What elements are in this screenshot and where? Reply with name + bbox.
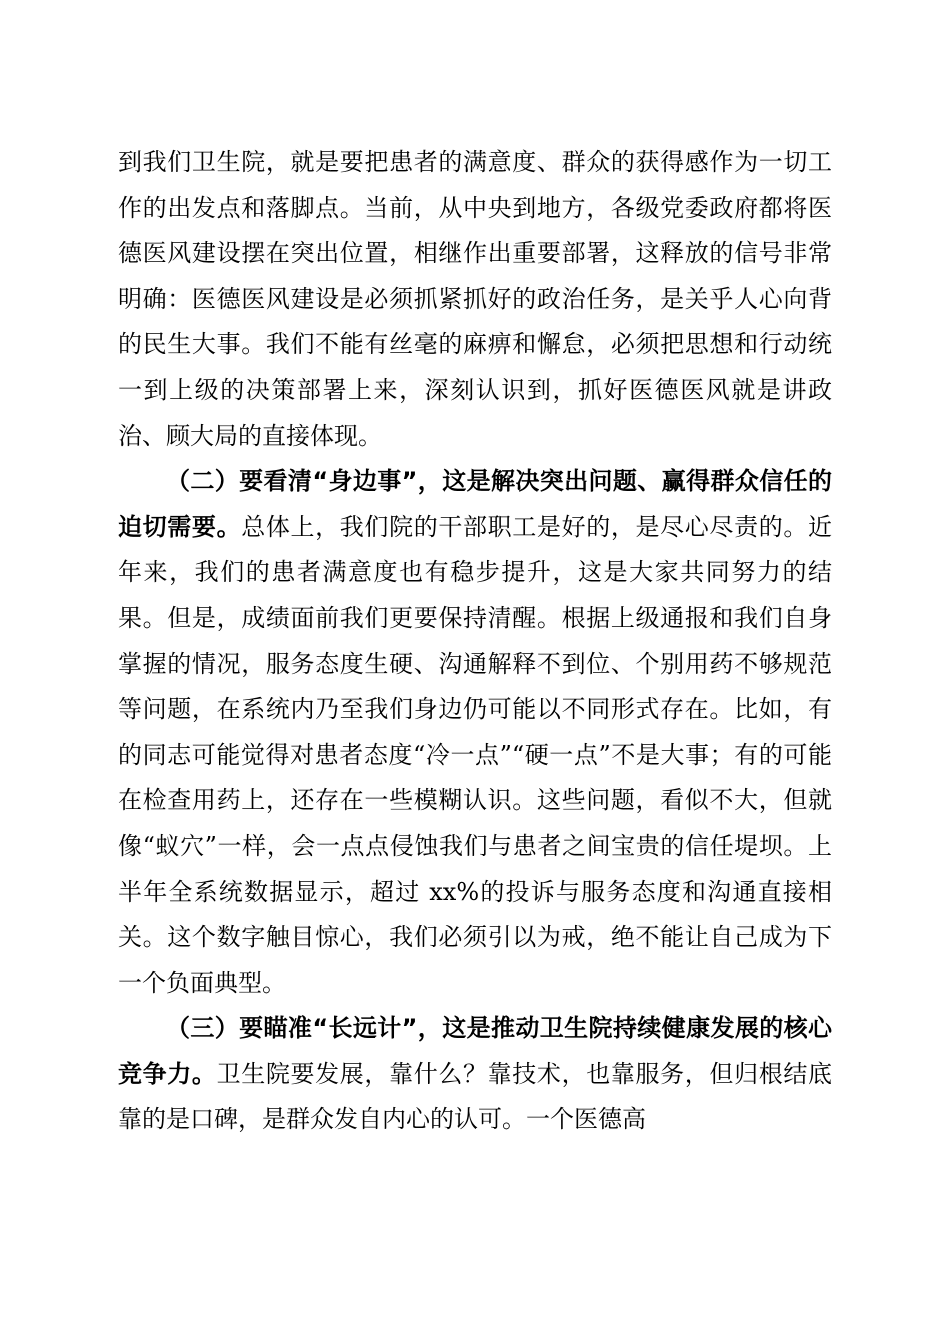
paragraph-2-text: 总体上，我们院的干部职工是好的，是尽心尽责的。近年来，我们的患者满意度也有稳步提升，这是大家共同努力的结果。但是，成绩面前我们更要保持清醒。根据上级通报和我们自身掌握的情况，服务态度生硬、沟通解释不到位、个别用药不够规范等问题，在系统内乃至我们身边仍可能以不同形式存在。比如，有的同志可能觉得对患者态度“冷一点”“硬一点”不是大事；有的可能在检查用药上，还存在一些模糊认识。这些问题，看似不大，但就像“蚁穴”一样，会一点点侵蚀我们与患者之间宝贵的信任堤坝。上半年全系统数据显示，超过 xx%的投诉与服务态度和沟通直接相关。这个数字触目惊心，我们必须引以为戒，绝不能让自己成为下一个负面典型。 [118, 512, 833, 997]
paragraph-3-heading: （三）要瞄准“长远计”，这是推动卫生院持续健康发展的核心竞争力。 [118, 1014, 832, 1088]
paragraph-3 [118, 1006, 832, 1143]
paragraph-3-text: 卫生院要发展，靠什么？靠技术，也靠服务，但归根结底靠的是口碑，是群众发自内心的认可。一个医德高 [118, 1059, 833, 1134]
document-body [118, 140, 832, 1143]
paragraph-2 [118, 459, 832, 1006]
paragraph-2-heading: （二）要看清“身边事”，这是解决突出问题、赢得群众信任的迫切需要。 [118, 467, 832, 541]
paragraph-1-text: 到我们卫生院，就是要把患者的满意度、群众的获得感作为一切工作的出发点和落脚点。当前，从中央到地方，各级党委政府都将医德医风建设摆在突出位置，相继作出重要部署，这释放的信号非常明确：医德医风建设是必须抓紧抓好的政治任务，是关乎人心向背的民生大事。我们不能有丝毫的麻痹和懈怠，必须把思想和行动统一到上级的决策部署上来，深刻认识到，抓好医德医风就是讲政治、顾大局的直接体现。 [118, 148, 832, 450]
paragraph-1 [118, 140, 832, 459]
